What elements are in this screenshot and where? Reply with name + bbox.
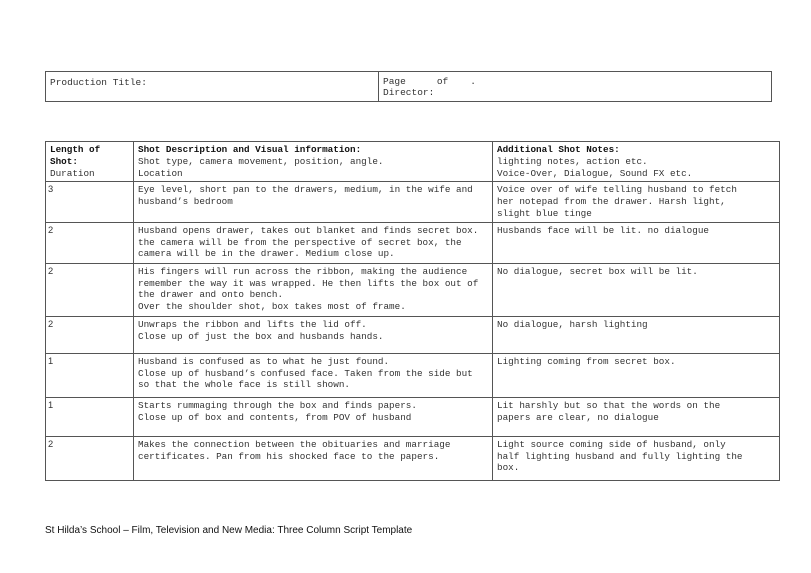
shot-row bbox=[46, 263, 780, 316]
shot-notes[interactable] bbox=[493, 436, 780, 480]
shot-notes-line: slight blue tinge bbox=[497, 207, 592, 219]
header-length-line: Length of bbox=[50, 144, 101, 155]
shot-duration[interactable]: 2 bbox=[46, 263, 134, 316]
shot-notes-line: Husbands face will be lit. no dialogue bbox=[497, 224, 710, 236]
shot-notes[interactable] bbox=[493, 222, 780, 263]
shot-notes-line: box. bbox=[497, 462, 520, 474]
shot-description-line: certificates. Pan from his shocked face to the papers. bbox=[138, 450, 440, 462]
shot-description[interactable] bbox=[134, 397, 493, 436]
shot-notes[interactable] bbox=[493, 182, 780, 222]
header-notes-line: Additional Shot Notes: bbox=[497, 144, 620, 155]
shot-row bbox=[46, 397, 780, 436]
shot-description[interactable] bbox=[134, 436, 493, 480]
shot-duration[interactable]: 2 bbox=[46, 222, 134, 263]
header-length-line: Shot: bbox=[50, 155, 78, 167]
page-dot: . bbox=[470, 76, 476, 87]
shot-notes[interactable] bbox=[493, 316, 780, 353]
shot-description-line: Close up of box and contents, from POV of husband bbox=[138, 411, 412, 423]
shot-description-line: Eye level, short pan to the drawers, medium, in the wife and bbox=[138, 184, 473, 196]
header-notes bbox=[493, 142, 780, 182]
page-line bbox=[383, 76, 767, 87]
header-description-line: Shot Description and Visual information: bbox=[138, 144, 362, 155]
shot-notes-line: half lighting husband and fully lighting the bbox=[497, 450, 743, 462]
page-director-cell[interactable] bbox=[379, 72, 771, 101]
production-info-table bbox=[45, 71, 772, 102]
shot-notes-line: papers are clear, no dialogue bbox=[497, 411, 659, 423]
shot-notes[interactable] bbox=[493, 397, 780, 436]
shot-description-line: the drawer and onto bench. bbox=[138, 289, 284, 301]
shot-row bbox=[46, 222, 780, 263]
footer-text: St Hilda’s School – Film, Television and New Media: Three Column Script Template bbox=[45, 525, 413, 536]
shot-row bbox=[46, 436, 780, 480]
shot-notes-line: No dialogue, secret box will be lit. bbox=[497, 265, 698, 277]
header-description-line: Shot type, camera movement, position, angle. bbox=[138, 155, 384, 167]
header-description bbox=[134, 142, 493, 182]
shot-notes-line: her notepad from the drawer. Harsh light, bbox=[497, 196, 726, 208]
shot-description-line: husband’s bedroom bbox=[138, 196, 233, 208]
header-notes-line: Voice-Over, Dialogue, Sound FX etc. bbox=[497, 167, 693, 179]
shot-description-line: Over the shoulder shot, box takes most of frame. bbox=[138, 301, 406, 313]
header-row bbox=[46, 142, 780, 182]
shot-description[interactable] bbox=[134, 222, 493, 263]
header-notes-line: lighting notes, action etc. bbox=[497, 155, 648, 167]
shot-notes[interactable] bbox=[493, 263, 780, 316]
shot-duration[interactable]: 3 bbox=[46, 182, 134, 222]
header-description-line: Location bbox=[138, 167, 183, 179]
shot-description-line: Close up of just the box and husbands hands. bbox=[138, 330, 384, 342]
production-title-cell[interactable] bbox=[46, 72, 379, 101]
of-label: of bbox=[436, 76, 449, 87]
shot-notes-line: Voice over of wife telling husband to fetch bbox=[497, 184, 737, 196]
shot-description-line: the camera will be from the perspective of secret box, the bbox=[138, 236, 462, 248]
shot-description-line: Starts rummaging through the box and finds papers. bbox=[138, 399, 417, 411]
header-length-line: Duration bbox=[50, 167, 95, 179]
director-label: Director: bbox=[383, 87, 435, 98]
shot-row bbox=[46, 182, 780, 222]
shot-notes-line: No dialogue, harsh lighting bbox=[497, 318, 648, 330]
shot-notes[interactable] bbox=[493, 353, 780, 397]
page-label: Page bbox=[383, 76, 406, 87]
shot-description-line: Husband is confused as to what he just found. bbox=[138, 355, 390, 367]
shot-duration[interactable]: 1 bbox=[46, 397, 134, 436]
shot-description[interactable] bbox=[134, 316, 493, 353]
shot-description-line: Unwraps the ribbon and lifts the lid off. bbox=[138, 318, 367, 330]
shot-duration[interactable]: 1 bbox=[46, 353, 134, 397]
shot-description[interactable] bbox=[134, 182, 493, 222]
shot-description[interactable] bbox=[134, 263, 493, 316]
shot-description-line: remember the way it was wrapped. He then lifts the box out of bbox=[138, 277, 479, 289]
shot-notes-line: Lighting coming from secret box. bbox=[497, 355, 676, 367]
production-title-label: Production Title: bbox=[50, 77, 147, 88]
header-length bbox=[46, 142, 134, 182]
shot-description[interactable] bbox=[134, 353, 493, 397]
script-table bbox=[45, 141, 780, 481]
shot-duration[interactable]: 2 bbox=[46, 436, 134, 480]
shot-description-line: Makes the connection between the obituaries and marriage bbox=[138, 438, 451, 450]
shot-description-line: His fingers will run across the ribbon, making the audience bbox=[138, 265, 468, 277]
shot-description-line: Husband opens drawer, takes out blanket and finds secret box. bbox=[138, 224, 479, 236]
shot-description-line: Close up of husband’s confused face. Taken from the side but bbox=[138, 367, 473, 379]
shot-row bbox=[46, 353, 780, 397]
shot-description-line: camera will be in the drawer. Medium close up. bbox=[138, 248, 395, 260]
shot-notes-line: Light source coming side of husband, only bbox=[497, 438, 726, 450]
shot-description-line: so that the whole face is still shown. bbox=[138, 379, 351, 391]
shot-row bbox=[46, 316, 780, 353]
shot-duration[interactable]: 2 bbox=[46, 316, 134, 353]
shot-notes-line: Lit harshly but so that the words on the bbox=[497, 399, 721, 411]
